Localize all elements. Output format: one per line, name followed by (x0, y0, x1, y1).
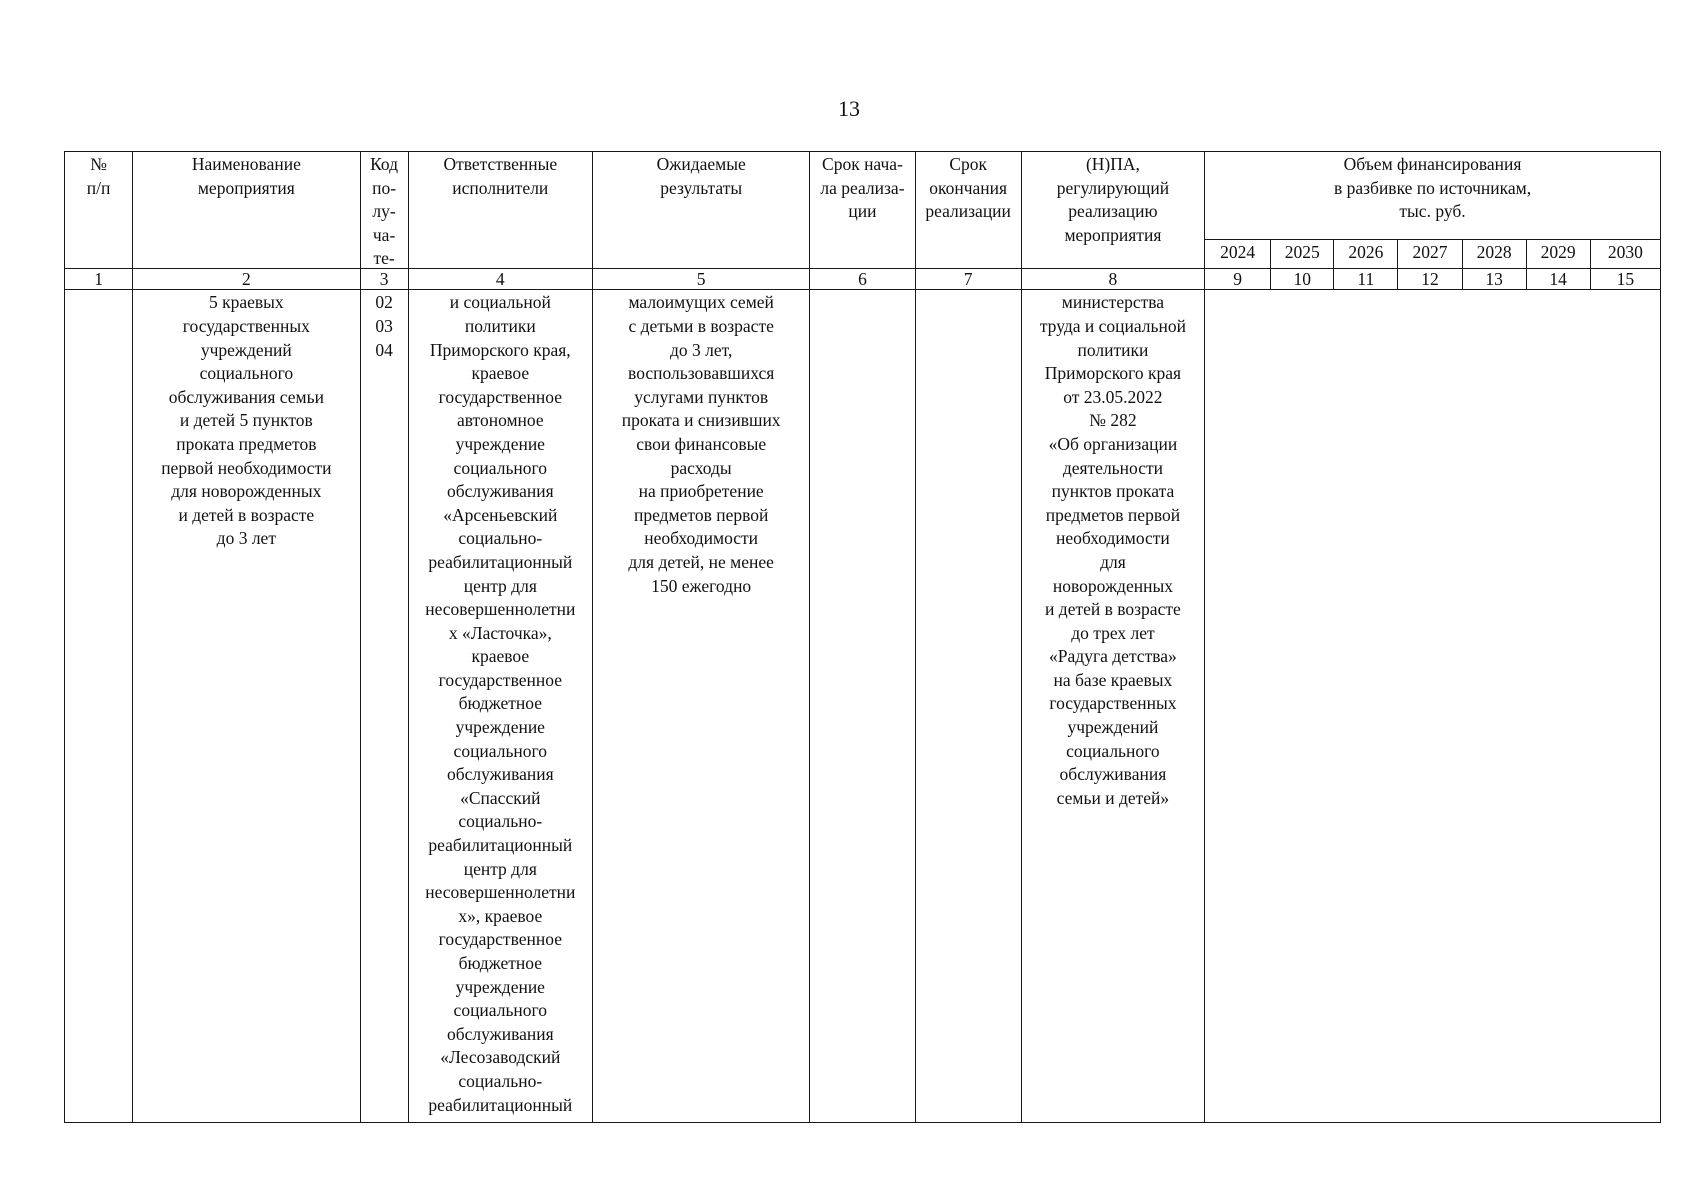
header-activity-name (133, 152, 360, 269)
text-line: исполнители (452, 177, 549, 198)
text-line: для новорожденных (171, 481, 322, 502)
text-line: 04 (375, 339, 393, 360)
text-line: новорожденных (1052, 575, 1173, 596)
text-line: министерства (1061, 292, 1165, 313)
text-line: те- (373, 248, 395, 268)
text-line: семьи и детей» (1056, 787, 1170, 808)
regulatory-act-cell (1021, 290, 1204, 1123)
header-end-date (915, 152, 1021, 269)
end-date-cell (915, 290, 1021, 1123)
column-number: 5 (592, 269, 809, 290)
text-line: бюджетное (458, 693, 542, 714)
text-line: социально- (458, 528, 543, 549)
expected-results-cell (592, 290, 809, 1123)
column-number: 8 (1021, 269, 1204, 290)
text-line: краевое (471, 363, 530, 384)
text-line: необходимости (1056, 528, 1170, 549)
text-line: реабилитационный (428, 1094, 573, 1115)
header-start-date (810, 152, 915, 269)
text-line: для детей, не менее (628, 551, 774, 572)
text-line: малоимущих семей (628, 292, 774, 313)
text-line: тыс. руб. (1399, 201, 1466, 222)
text-line: проката и снизивших (621, 410, 781, 431)
start-date-cell (810, 290, 915, 1123)
column-number: 11 (1334, 269, 1398, 290)
column-number: 13 (1462, 269, 1526, 290)
text-line: краевое (471, 646, 530, 667)
text-line: государственное (438, 929, 562, 950)
text-line: центр для (463, 575, 537, 596)
text-line: учреждение (455, 433, 545, 454)
text-line: и детей в возрасте (1045, 599, 1181, 620)
text-line: Приморского края, (429, 339, 571, 360)
text-line: социального (1066, 740, 1160, 761)
text-line: воспользовавшихся (628, 363, 775, 384)
text-line: 03 (375, 315, 393, 336)
year-header: 2024 (1205, 239, 1271, 269)
text-line: социально- (458, 811, 543, 832)
text-line: несовершеннолетни (425, 599, 576, 620)
text-line: Код (370, 154, 399, 174)
text-line: деятельности (1062, 457, 1163, 478)
text-line: до 3 лет, (669, 339, 733, 360)
text-line: ла реализа- (820, 177, 905, 198)
text-line: ча- (372, 224, 396, 245)
text-line: мероприятия (1064, 224, 1162, 245)
text-line: 150 ежегодно (651, 575, 752, 596)
text-line: Срок нача- (822, 154, 903, 174)
year-header: 2030 (1590, 239, 1660, 269)
column-number: 10 (1271, 269, 1334, 290)
header-expected-results (592, 152, 809, 269)
text-line: ции (848, 201, 877, 222)
text-line: автономное (456, 410, 544, 431)
column-number: 2 (133, 269, 360, 290)
text-line: расходы (670, 457, 732, 478)
text-line: услугами пунктов (634, 386, 769, 407)
header-responsible-executors (408, 152, 592, 269)
text-line: социального (453, 457, 548, 478)
text-line: государственных (1049, 693, 1177, 714)
text-line: по- (372, 177, 397, 198)
text-line: от 23.05.2022 (1063, 386, 1163, 407)
text-line: на базе краевых (1053, 669, 1173, 690)
text-line: до 3 лет (216, 528, 276, 549)
text-line: государственное (438, 669, 562, 690)
text-line: реабилитационный (428, 835, 573, 856)
text-line: социального (453, 740, 548, 761)
financing-cell (1205, 290, 1661, 1123)
text-line: труда и социальной (1039, 315, 1186, 336)
header-recipient-code (360, 152, 408, 269)
year-header: 2028 (1462, 239, 1526, 269)
text-line: социального (453, 1000, 548, 1021)
header-no (65, 152, 133, 269)
text-line: обслуживания семьи (168, 386, 324, 407)
text-line: 02 (375, 292, 393, 313)
text-line: с детьми в возрасте (628, 315, 774, 336)
column-number: 12 (1398, 269, 1462, 290)
column-number: 3 (360, 269, 408, 290)
text-line: «Арсеньевский (443, 504, 558, 525)
responsible-executors-cell (408, 290, 592, 1123)
text-line: политики (464, 315, 536, 336)
text-line: предметов первой (1045, 504, 1181, 525)
text-line: Наименование (191, 154, 301, 174)
text-line: «Радуга детства» (1049, 646, 1177, 667)
text-line: № (90, 154, 107, 174)
text-line: пунктов проката (1051, 481, 1175, 502)
text-line: № 282 (1089, 410, 1137, 431)
header-regulatory-act (1021, 152, 1204, 269)
column-number: 7 (915, 269, 1021, 290)
text-line: Объем финансирования (1343, 154, 1522, 174)
text-line: Срок (949, 154, 987, 174)
text-line: учреждений (1067, 717, 1159, 738)
text-line: «Спасский (460, 787, 541, 808)
text-line: результаты (660, 177, 743, 198)
text-line: п/п (86, 177, 111, 198)
text-line: центр для (463, 858, 537, 879)
header-financing-volume (1205, 152, 1661, 240)
text-line: и социальной (449, 292, 551, 313)
text-line: реабилитационный (428, 551, 573, 572)
column-numbers-row (65, 269, 1661, 290)
text-line: социально- (458, 1070, 543, 1091)
text-line: несовершеннолетни (425, 882, 576, 903)
text-line: регулирующий (1056, 177, 1170, 198)
text-line: Ответственные (443, 154, 558, 174)
year-header: 2026 (1334, 239, 1398, 269)
row-no-cell (65, 290, 133, 1123)
text-line: реализации (925, 201, 1011, 222)
text-line: проката предметов (176, 433, 317, 454)
text-line: х «Ласточка», (448, 622, 552, 643)
text-line: государственное (438, 386, 562, 407)
text-line: для (1100, 551, 1126, 572)
text-line: «Об организации (1048, 433, 1178, 454)
year-header: 2025 (1271, 239, 1334, 269)
table-header-row (65, 152, 1661, 240)
text-line: «Лесозаводский (440, 1047, 561, 1068)
text-line: лу- (372, 201, 396, 222)
text-line: обслуживания (446, 481, 554, 502)
text-line: социального (199, 363, 294, 384)
table-row (65, 290, 1661, 1123)
text-line: государственных (182, 315, 310, 336)
text-line: обслуживания (1059, 764, 1167, 785)
text-line: реализацию (1068, 201, 1158, 222)
text-line: Ожидаемые (656, 154, 746, 174)
text-line: и детей в возрасте (178, 504, 315, 525)
text-line: свои финансовые (636, 433, 767, 454)
text-line: до трех лет (1071, 622, 1155, 643)
year-header: 2027 (1398, 239, 1462, 269)
page-number: 13 (838, 96, 860, 121)
column-number: 4 (408, 269, 592, 290)
text-line: Приморского края (1044, 363, 1182, 384)
text-line: (Н)ПА, (1085, 154, 1140, 174)
text-line: мероприятия (197, 177, 295, 198)
column-number: 1 (65, 269, 133, 290)
text-line: политики (1077, 339, 1149, 360)
text-line: необходимости (644, 528, 759, 549)
year-header: 2029 (1526, 239, 1590, 269)
activity-name-cell (133, 290, 360, 1123)
text-line: и детей 5 пунктов (179, 410, 313, 431)
text-line: учреждение (455, 717, 545, 738)
text-line: бюджетное (458, 953, 542, 973)
recipient-code-cell (360, 290, 408, 1123)
text-line: учреждений (200, 339, 292, 360)
column-number: 9 (1205, 269, 1271, 290)
text-line: на приобретение (638, 481, 764, 502)
program-activities-table (64, 151, 1661, 1123)
text-line: окончания (929, 177, 1008, 198)
text-line: х», краевое (458, 905, 543, 926)
text-line: 5 краевых (208, 292, 284, 313)
text-line: в разбивке по источникам, (1333, 177, 1532, 198)
column-number: 15 (1590, 269, 1660, 290)
text-line: первой необходимости (161, 457, 332, 478)
text-line: обслуживания (446, 1023, 554, 1044)
column-number: 6 (810, 269, 915, 290)
column-number: 14 (1526, 269, 1590, 290)
text-line: обслуживания (446, 764, 554, 785)
text-line: учреждение (455, 976, 545, 997)
text-line: предметов первой (634, 504, 769, 525)
